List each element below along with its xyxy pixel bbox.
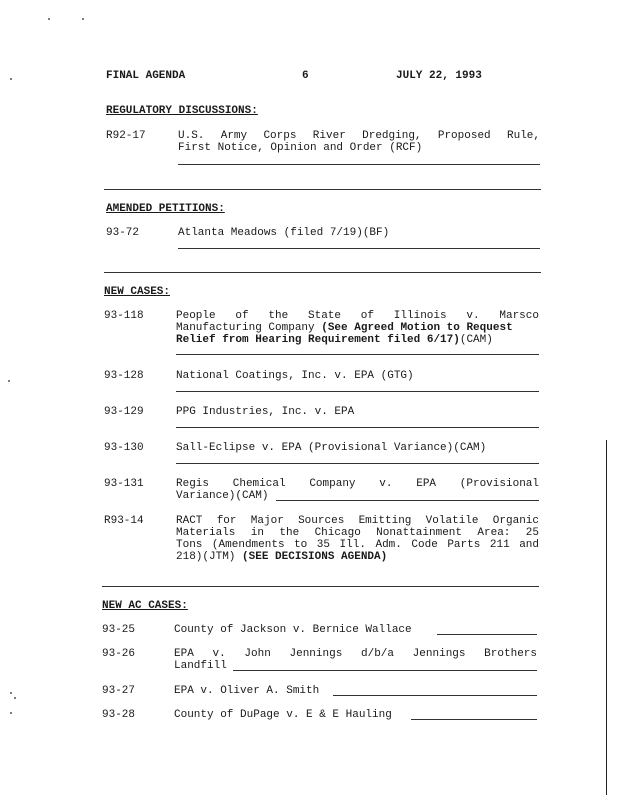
page-number: 6 <box>302 70 309 82</box>
case-number: R93-14 <box>104 515 144 527</box>
case-number: 93-26 <box>102 648 136 660</box>
amended-heading: AMENDED PETITIONS: <box>106 203 225 215</box>
signature-line <box>276 500 539 501</box>
case-title-line: Tons (Amendments to 35 Ill. Adm. Code Parts 211 and <box>176 539 539 551</box>
case-title-line: Sall-Eclipse v. EPA (Provisional Variance)(CAM) <box>176 442 487 454</box>
scan-speck <box>8 380 10 382</box>
case-title-line: RACT for Major Sources Emitting Volatile Organic <box>176 515 539 527</box>
case-number: 93-129 <box>104 406 144 418</box>
case-title-part: 218)(JTM) <box>176 551 243 563</box>
regulatory-heading: REGULATORY DISCUSSIONS: <box>106 105 258 117</box>
case-title-part: Manufacturing Company <box>176 322 322 334</box>
case-title-line: National Coatings, Inc. v. EPA (GTG) <box>176 370 414 382</box>
scan-speck <box>14 697 16 699</box>
case-title-line: EPA v. Oliver A. Smith <box>174 685 320 697</box>
case-title-line <box>176 322 513 335</box>
case-title-line: Atlanta Meadows (filed 7/19)(BF) <box>178 227 390 239</box>
new-cases-heading: NEW CASES: <box>104 286 171 298</box>
signature-line <box>178 248 540 249</box>
new-ac-heading: NEW AC CASES: <box>102 600 188 612</box>
case-title-line: EPA v. John Jennings d/b/a Jennings Brothers <box>174 648 537 660</box>
case-note: (See Agreed Motion to Request <box>321 322 513 334</box>
scan-speck <box>10 78 12 80</box>
signature-line <box>178 164 540 165</box>
agenda-title: FINAL AGENDA <box>106 70 186 82</box>
section-divider <box>102 586 539 587</box>
case-title-line: U.S. Army Corps River Dredging, Proposed Rule, <box>178 130 540 142</box>
signature-line <box>176 463 539 464</box>
signature-line <box>411 719 537 720</box>
case-title-line: Regis Chemical Company v. EPA (Provisional <box>176 478 539 490</box>
case-note: Relief from Hearing Requirement filed 6/17) <box>176 334 460 346</box>
case-number: 93-72 <box>106 227 140 239</box>
agenda-date: JULY 22, 1993 <box>396 70 482 82</box>
scan-speck <box>48 18 50 20</box>
case-number: 93-27 <box>102 685 136 697</box>
case-number: R92-17 <box>106 130 146 142</box>
case-number: 93-128 <box>104 370 144 382</box>
signature-line <box>176 391 539 392</box>
signature-line <box>176 427 539 428</box>
signature-line <box>233 670 537 671</box>
signature-line <box>176 354 539 355</box>
case-title-line: County of Jackson v. Bernice Wallace <box>174 624 412 636</box>
case-title-line <box>176 551 387 564</box>
case-title-line: PPG Industries, Inc. v. EPA <box>176 406 355 418</box>
scan-speck <box>10 692 12 694</box>
case-title-line: First Notice, Opinion and Order (RCF) <box>178 142 423 154</box>
section-divider <box>104 272 541 273</box>
case-number: 93-131 <box>104 478 144 490</box>
case-title-line: County of DuPage v. E & E Hauling <box>174 709 392 721</box>
section-divider <box>104 189 541 190</box>
scan-speck <box>82 18 84 20</box>
case-number: 93-28 <box>102 709 136 721</box>
scan-speck <box>10 712 12 714</box>
case-title-line: Variance)(CAM) <box>176 490 269 502</box>
scan-edge-line <box>606 440 607 795</box>
case-title-part: (CAM) <box>459 334 493 346</box>
case-title-line <box>176 334 493 347</box>
case-title-line: Materials in the Chicago Nonattainment Area: 25 <box>176 527 539 539</box>
case-title-line: People of the State of Illinois v. Marsco <box>176 310 539 322</box>
case-note: (SEE DECISIONS AGENDA) <box>242 551 388 563</box>
signature-line <box>437 634 537 635</box>
case-number: 93-118 <box>104 310 144 322</box>
case-number: 93-25 <box>102 624 136 636</box>
signature-line <box>333 695 537 696</box>
case-number: 93-130 <box>104 442 144 454</box>
case-title-line: Landfill <box>174 660 227 672</box>
